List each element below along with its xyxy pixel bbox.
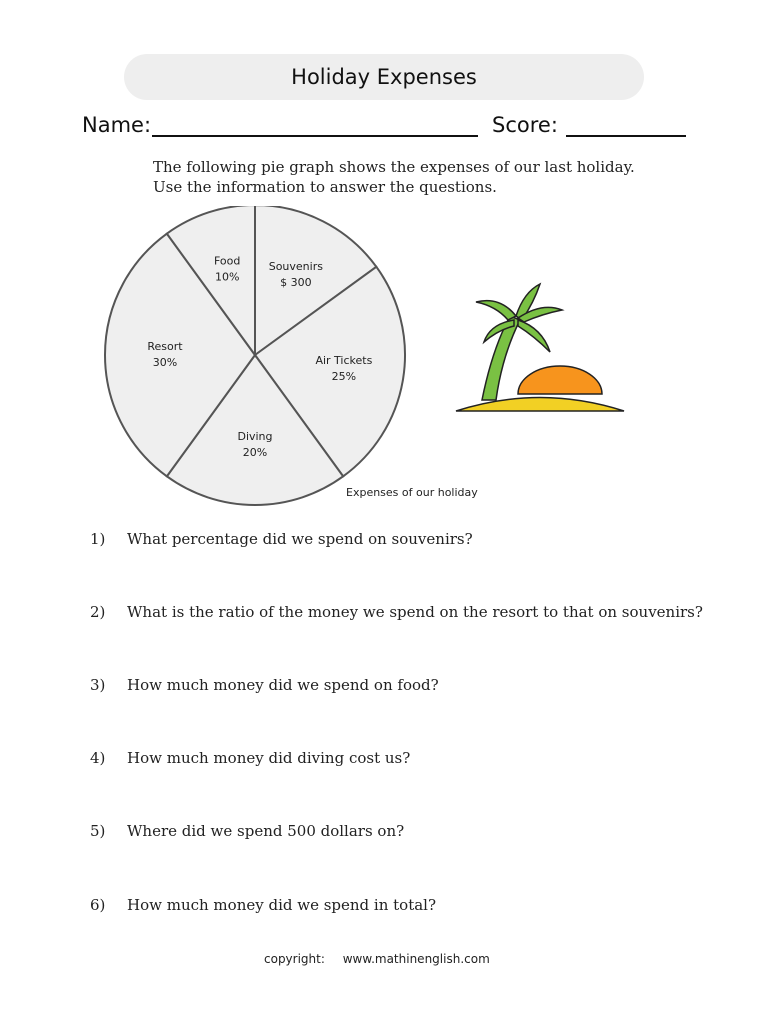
question-number: 1) [90, 530, 106, 548]
instructions-line-2: Use the information to answer the questions. [153, 178, 497, 196]
copyright-label: copyright: [264, 952, 325, 966]
slice-value-label: 20% [242, 446, 268, 459]
slice-label: Food [213, 254, 241, 268]
slice-label: Air Tickets [315, 354, 373, 368]
sun-icon [518, 366, 602, 394]
instructions [153, 157, 635, 197]
score-label: Score: [492, 113, 558, 137]
slice-label: Souvenirs [268, 259, 323, 273]
name-label: Name: [82, 113, 152, 137]
slice-value-label: 30% [152, 356, 178, 369]
sand-icon [456, 398, 624, 412]
page-title: Holiday Expenses [291, 65, 477, 89]
question-number: 3) [90, 676, 106, 694]
name-field[interactable] [152, 135, 478, 137]
question-text: How much money did diving cost us? [127, 749, 411, 767]
question-text: How much money did we spend on food? [127, 676, 439, 694]
slice-value-label: 10% [214, 270, 240, 284]
question-text: Where did we spend 500 dollars on? [127, 822, 405, 840]
expenses-pie-chart [98, 206, 418, 506]
question-text: What is the ratio of the money we spend on the resort to that on souvenirs? [127, 603, 703, 621]
palm-leaves-icon [476, 284, 562, 352]
chart-caption: Expenses of our holiday [346, 486, 478, 499]
instructions-line-1: The following pie graph shows the expenses of our last holiday. [153, 158, 635, 176]
question-number: 6) [90, 896, 106, 914]
name-score-row [82, 113, 692, 143]
copyright-site-link[interactable]: www.mathinenglish.com [342, 952, 490, 966]
copyright-footer [264, 952, 490, 966]
slice-label: Diving [237, 430, 273, 443]
question-number: 4) [90, 749, 106, 767]
slice-value-label: $ 300 [280, 275, 312, 289]
score-field[interactable] [566, 135, 686, 137]
slice-label: Resort [147, 340, 183, 353]
title-banner [124, 54, 644, 100]
question-text: How much money did we spend in total? [127, 896, 437, 914]
palm-island-icon [450, 280, 630, 420]
question-text: What percentage did we spend on souvenirs? [127, 530, 473, 548]
slice-value-label: 25% [331, 370, 357, 384]
question-number: 5) [90, 822, 106, 840]
question-number: 2) [90, 603, 106, 621]
